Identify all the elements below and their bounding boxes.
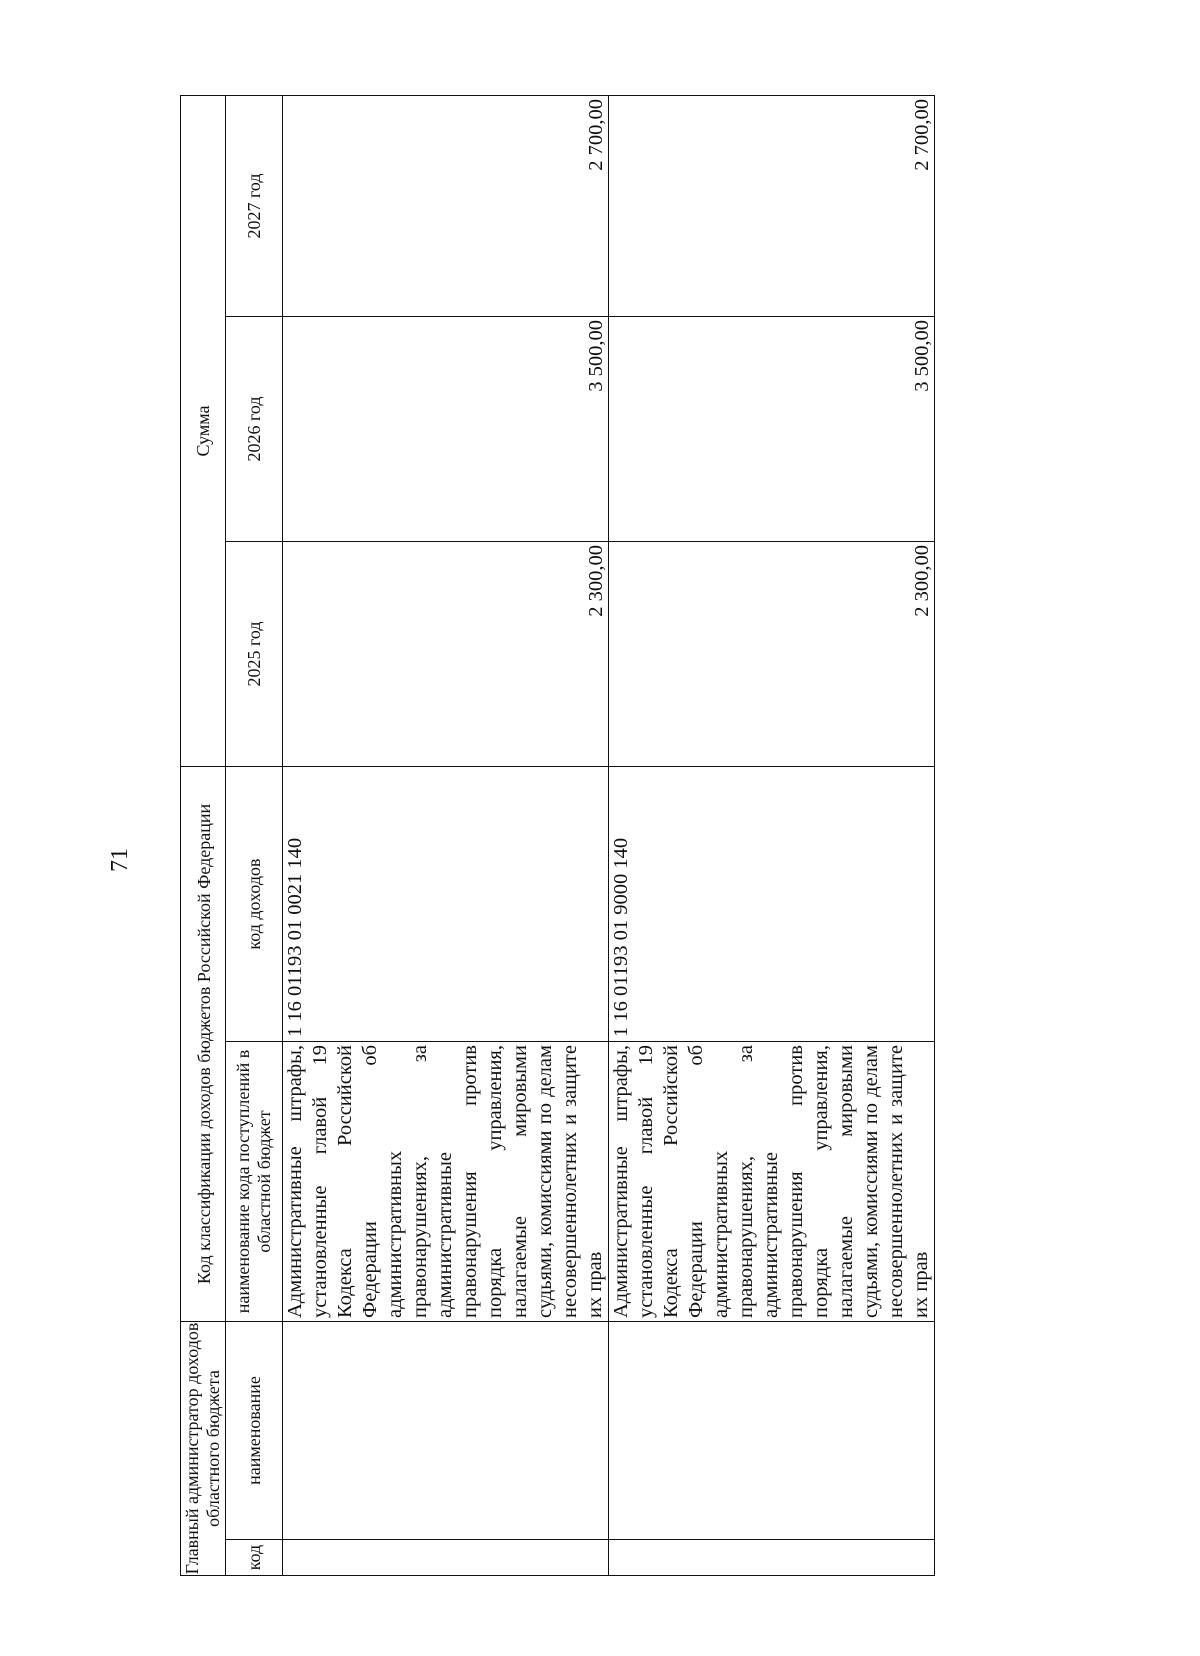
header-admin-name: наименование xyxy=(226,1322,283,1540)
row-sum-2027 xyxy=(609,95,935,316)
header-classification-group-text: Код классификации доходов бюджетов Российской Федерации xyxy=(193,803,214,1285)
row-income-code-text: 1 16 01193 01 0021 140 xyxy=(284,837,306,1037)
row-admin-code xyxy=(609,1540,935,1576)
row-admin-name xyxy=(283,1322,609,1540)
table-row xyxy=(283,95,609,1575)
header-year-2026: 2026 год xyxy=(226,317,283,542)
row-sum-2026-value: 3 500,00 xyxy=(911,320,933,392)
row-income-code xyxy=(609,767,935,1042)
row-sum-2025 xyxy=(283,542,609,767)
row-sum-2026 xyxy=(283,317,609,542)
row-sum-2025 xyxy=(609,542,935,767)
row-income-name xyxy=(283,1042,609,1322)
row-sum-2027-value: 2 700,00 xyxy=(585,98,607,171)
page-number: 71 xyxy=(107,848,133,872)
row-sum-2025-value: 2 300,00 xyxy=(585,545,607,617)
header-row-1 xyxy=(181,95,226,1575)
header-admin-group xyxy=(181,1322,226,1576)
row-income-name-text: Административные штрафы, установленные главой 19 Кодекса Российской Федерации об административных правонарушениях, за административные правонарушения против порядка управления, налагаемые мировыми судьями, комиссиями по делам несовершеннолетних и защите их прав xyxy=(610,1045,932,1318)
header-admin-code: код xyxy=(226,1540,283,1576)
header-classification-name: наименование кода поступлений в областной бюджет xyxy=(226,1042,283,1322)
rotated-table-container xyxy=(180,96,933,1576)
row-income-name xyxy=(609,1042,935,1322)
header-classification-code: код доходов xyxy=(226,767,283,1042)
header-sum-group-text: Сумма xyxy=(192,405,213,457)
header-year-2027: 2027 год xyxy=(226,95,283,316)
row-sum-2026-value: 3 500,00 xyxy=(585,320,607,392)
header-classification-group xyxy=(181,767,226,1322)
header-sum-group xyxy=(181,95,226,766)
header-row-2 xyxy=(226,95,283,1575)
table-row xyxy=(609,95,935,1575)
row-admin-code xyxy=(283,1540,609,1576)
header-admin-group-text: Главный администратор доходов областного бюджета xyxy=(182,1322,223,1575)
header-year-2025: 2025 год xyxy=(226,542,283,767)
row-admin-name xyxy=(609,1322,935,1540)
row-income-code xyxy=(283,767,609,1042)
row-income-name-text: Административные штрафы, установленные главой 19 Кодекса Российской Федерации об административных правонарушениях, за административные правонарушения против порядка управления, налагаемые мировыми судьями, комиссиями по делам несовершеннолетних и защите их прав xyxy=(284,1045,606,1318)
row-sum-2027 xyxy=(283,95,609,316)
row-sum-2025-value: 2 300,00 xyxy=(911,545,933,617)
revenue-table xyxy=(180,95,935,1576)
row-income-code-text: 1 16 01193 01 9000 140 xyxy=(610,837,632,1037)
row-sum-2026 xyxy=(609,317,935,542)
row-sum-2027-value: 2 700,00 xyxy=(911,98,933,171)
